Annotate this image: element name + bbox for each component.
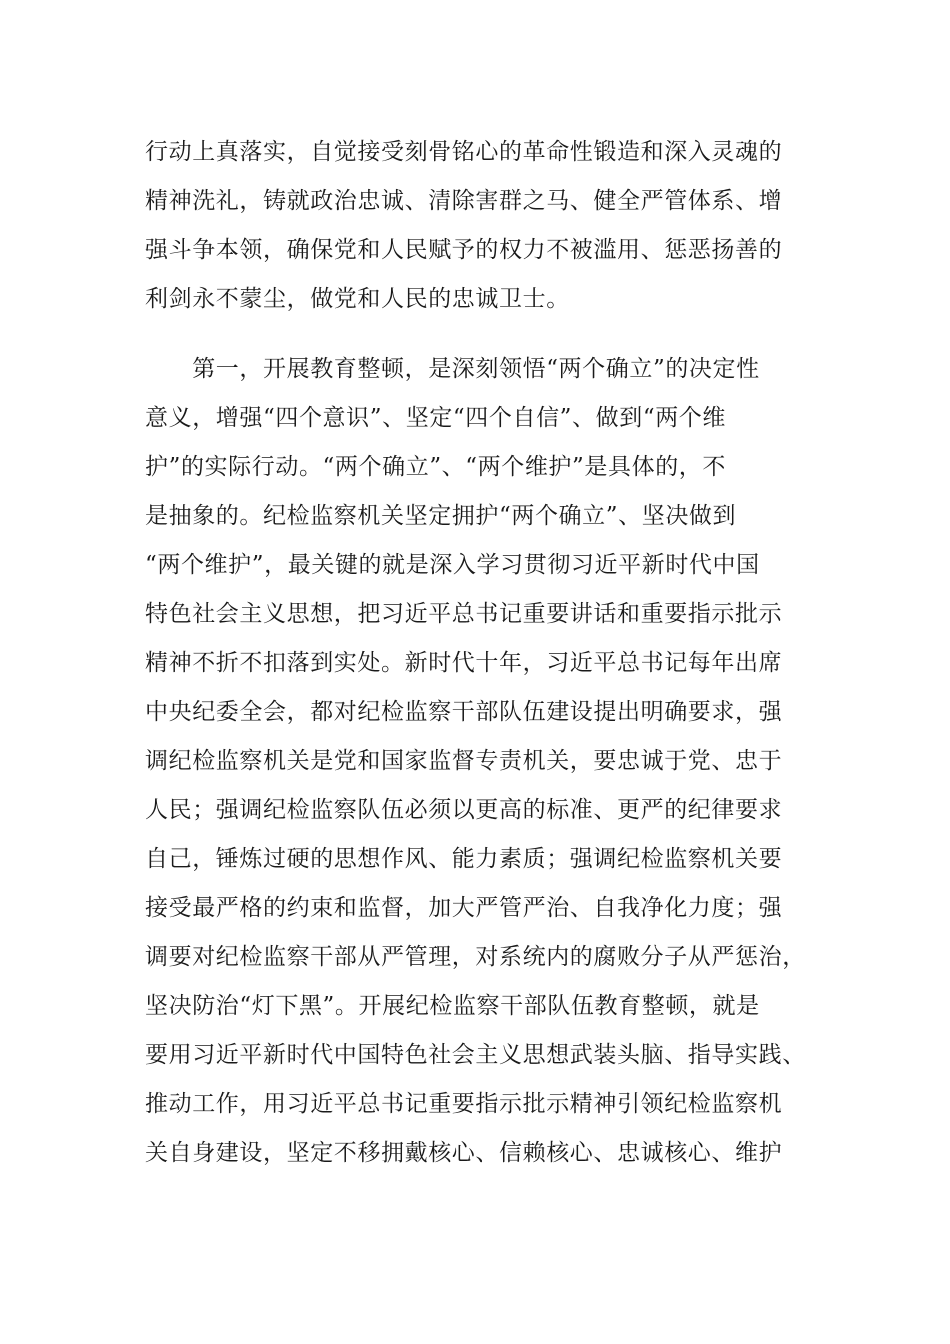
text-line: “两个维护”，最关键的就是深入学习贯彻习近平新时代中国 bbox=[145, 552, 760, 578]
text-line: 中央纪委全会，都对纪检监察干部队伍建设提出明确要求，强 bbox=[145, 699, 783, 725]
text-line: 护”的实际行动。“两个确立”、“两个维护”是具体的，不 bbox=[145, 454, 726, 480]
text-line: 关自身建设，坚定不移拥戴核心、信赖核心、忠诚核心、维护 bbox=[145, 1140, 783, 1166]
text-line: 特色社会主义思想，把习近平总书记重要讲话和重要指示批示 bbox=[145, 601, 783, 627]
text-line: 推动工作，用习近平总书记重要指示批示精神引领纪检监察机 bbox=[145, 1091, 783, 1117]
text-line: 调要对纪检监察干部从严管理，对系统内的腐败分子从严惩治， bbox=[145, 944, 806, 970]
text-line: 是抽象的。纪检监察机关坚定拥护“两个确立”、坚决做到 bbox=[145, 503, 737, 529]
text-line: 自己，锤炼过硬的思想作风、能力素质；强调纪检监察机关要 bbox=[145, 846, 783, 872]
text-line: 精神不折不扣落到实处。新时代十年，习近平总书记每年出席 bbox=[145, 650, 783, 676]
text-line: 调纪检监察机关是党和国家监督专责机关，要忠诚于党、忠于 bbox=[145, 748, 783, 774]
text-line: 人民；强调纪检监察队伍必须以更高的标准、更严的纪律要求 bbox=[145, 797, 783, 823]
text-line: 接受最严格的约束和监督，加大严管严治、自我净化力度；强 bbox=[145, 895, 783, 921]
text-line: 要用习近平新时代中国特色社会主义思想武装头脑、指导实践、 bbox=[145, 1042, 806, 1068]
text-line: 行动上真落实，自觉接受刻骨铭心的革命性锻造和深入灵魂的 bbox=[145, 139, 783, 165]
text-line: 坚决防治“灯下黑”。开展纪检监察干部队伍教育整顿，就是 bbox=[145, 993, 760, 1019]
text-line: 利剑永不蒙尘，做党和人民的忠诚卫士。 bbox=[145, 286, 570, 312]
text-line: 精神洗礼，铸就政治忠诚、清除害群之马、健全严管体系、增 bbox=[145, 188, 783, 214]
text-line: 强斗争本领，确保党和人民赋予的权力不被滥用、惩恶扬善的 bbox=[145, 237, 783, 263]
text-line: 意义，增强“四个意识”、坚定“四个自信”、做到“两个维 bbox=[145, 405, 726, 431]
text-line: 第一，开展教育整顿，是深刻领悟“两个确立”的决定性 bbox=[145, 356, 760, 382]
